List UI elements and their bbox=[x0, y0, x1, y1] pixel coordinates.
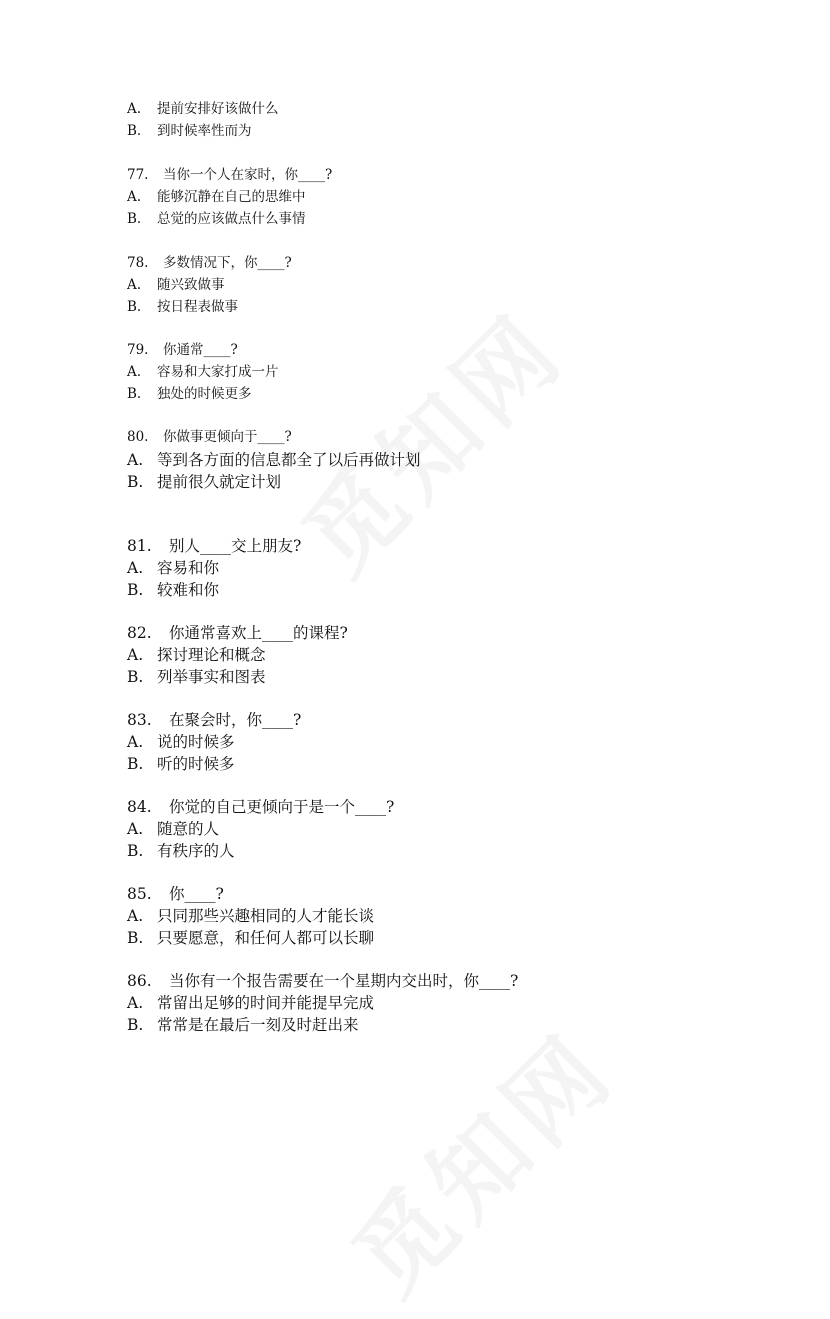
question-line bbox=[127, 800, 394, 816]
question-number: 83. bbox=[127, 711, 152, 729]
option-label: B. bbox=[127, 842, 144, 860]
question-line bbox=[127, 431, 292, 445]
option-label: A. bbox=[127, 559, 144, 577]
option-text: 提前很久就定计划 bbox=[157, 473, 282, 491]
option-text: 能够沉静在自己的思维中 bbox=[157, 189, 306, 205]
option-label: A. bbox=[127, 646, 144, 664]
option-label: A. bbox=[127, 189, 142, 205]
option-text: 常留出足够的时间并能提早完成 bbox=[157, 994, 375, 1012]
question-number: 86. bbox=[127, 972, 152, 990]
option-text: 容易和大家打成一片 bbox=[157, 364, 279, 380]
option-text: 说的时候多 bbox=[157, 733, 235, 751]
option-label: A. bbox=[127, 101, 142, 117]
question-number: 79. bbox=[127, 342, 149, 358]
option-text: 等到各方面的信息都全了以后再做计划 bbox=[157, 451, 421, 469]
option-line bbox=[127, 103, 279, 117]
option-label: A. bbox=[127, 733, 144, 751]
question-line bbox=[127, 169, 332, 183]
option-line bbox=[127, 735, 235, 751]
question-line bbox=[127, 539, 301, 555]
option-label: B. bbox=[127, 123, 142, 139]
watermark bbox=[268, 278, 590, 600]
option-line bbox=[127, 366, 279, 380]
option-line bbox=[127, 583, 219, 599]
option-line bbox=[127, 909, 374, 925]
option-label: B. bbox=[127, 211, 142, 227]
option-text: 随意的人 bbox=[157, 820, 220, 838]
option-text: 独处的时候更多 bbox=[157, 386, 252, 402]
option-text: 有秩序的人 bbox=[157, 842, 235, 860]
option-line bbox=[127, 279, 225, 293]
option-label: A. bbox=[127, 364, 142, 380]
question-text: 在聚会时，你____? bbox=[169, 711, 302, 729]
option-line bbox=[127, 125, 252, 139]
question-number: 82. bbox=[127, 624, 152, 642]
option-text: 总觉的应该做点什么事情 bbox=[157, 211, 306, 227]
option-label: B. bbox=[127, 386, 142, 402]
question-text: 你通常喜欢上____的课程? bbox=[169, 624, 348, 642]
option-text: 随兴致做事 bbox=[157, 277, 225, 293]
question-text: 当你一个人在家时，你____? bbox=[163, 167, 333, 183]
question-line bbox=[127, 887, 224, 903]
option-line bbox=[127, 213, 306, 227]
option-line bbox=[127, 191, 306, 205]
option-label: A. bbox=[127, 907, 144, 925]
option-label: B. bbox=[127, 581, 144, 599]
option-line bbox=[127, 996, 374, 1012]
question-text: 你____? bbox=[169, 885, 224, 903]
option-line bbox=[127, 670, 266, 686]
question-text: 当你有一个报告需要在一个星期内交出时，你____? bbox=[169, 972, 519, 990]
question-number: 85. bbox=[127, 885, 152, 903]
question-text: 别人____交上朋友? bbox=[169, 537, 302, 555]
option-text: 提前安排好该做什么 bbox=[157, 101, 279, 117]
option-text: 只要愿意，和任何人都可以长聊 bbox=[157, 929, 375, 947]
question-number: 81. bbox=[127, 537, 152, 555]
option-line bbox=[127, 301, 238, 315]
option-line bbox=[127, 475, 281, 491]
option-line bbox=[127, 561, 219, 577]
option-label: B. bbox=[127, 755, 144, 773]
option-label: B. bbox=[127, 299, 142, 315]
option-line bbox=[127, 822, 219, 838]
option-line bbox=[127, 453, 421, 469]
option-line bbox=[127, 931, 374, 947]
option-label: A. bbox=[127, 451, 144, 469]
option-text: 容易和你 bbox=[157, 559, 220, 577]
option-label: A. bbox=[127, 277, 142, 293]
question-text: 你通常____? bbox=[163, 342, 238, 358]
option-label: B. bbox=[127, 473, 144, 491]
option-label: A. bbox=[127, 994, 144, 1012]
option-text: 听的时候多 bbox=[157, 755, 235, 773]
question-line bbox=[127, 344, 238, 358]
option-line bbox=[127, 757, 235, 773]
option-line bbox=[127, 648, 266, 664]
option-label: B. bbox=[127, 929, 144, 947]
question-number: 77. bbox=[127, 167, 149, 183]
option-line bbox=[127, 844, 235, 860]
option-text: 按日程表做事 bbox=[157, 299, 238, 315]
option-label: A. bbox=[127, 820, 144, 838]
question-text: 你做事更倾向于____? bbox=[163, 429, 292, 445]
question-line bbox=[127, 974, 518, 990]
option-text: 列举事实和图表 bbox=[157, 668, 266, 686]
option-label: B. bbox=[127, 668, 144, 686]
question-number: 80. bbox=[127, 429, 149, 445]
question-line bbox=[127, 626, 348, 642]
question-line bbox=[127, 713, 301, 729]
option-text: 较难和你 bbox=[157, 581, 220, 599]
option-label: B. bbox=[127, 1016, 144, 1034]
option-text: 常常是在最后一刻及时赶出来 bbox=[157, 1016, 359, 1034]
option-text: 探讨理论和概念 bbox=[157, 646, 266, 664]
option-line bbox=[127, 388, 252, 402]
question-number: 78. bbox=[127, 255, 149, 271]
option-text: 到时候率性而为 bbox=[157, 123, 252, 139]
question-line bbox=[127, 257, 292, 271]
option-line bbox=[127, 1018, 359, 1034]
question-text: 你觉的自己更倾向于是一个____? bbox=[169, 798, 395, 816]
option-text: 只同那些兴趣相同的人才能长谈 bbox=[157, 907, 375, 925]
question-number: 84. bbox=[127, 798, 152, 816]
watermark bbox=[318, 998, 640, 1319]
question-text: 多数情况下，你____? bbox=[163, 255, 292, 271]
